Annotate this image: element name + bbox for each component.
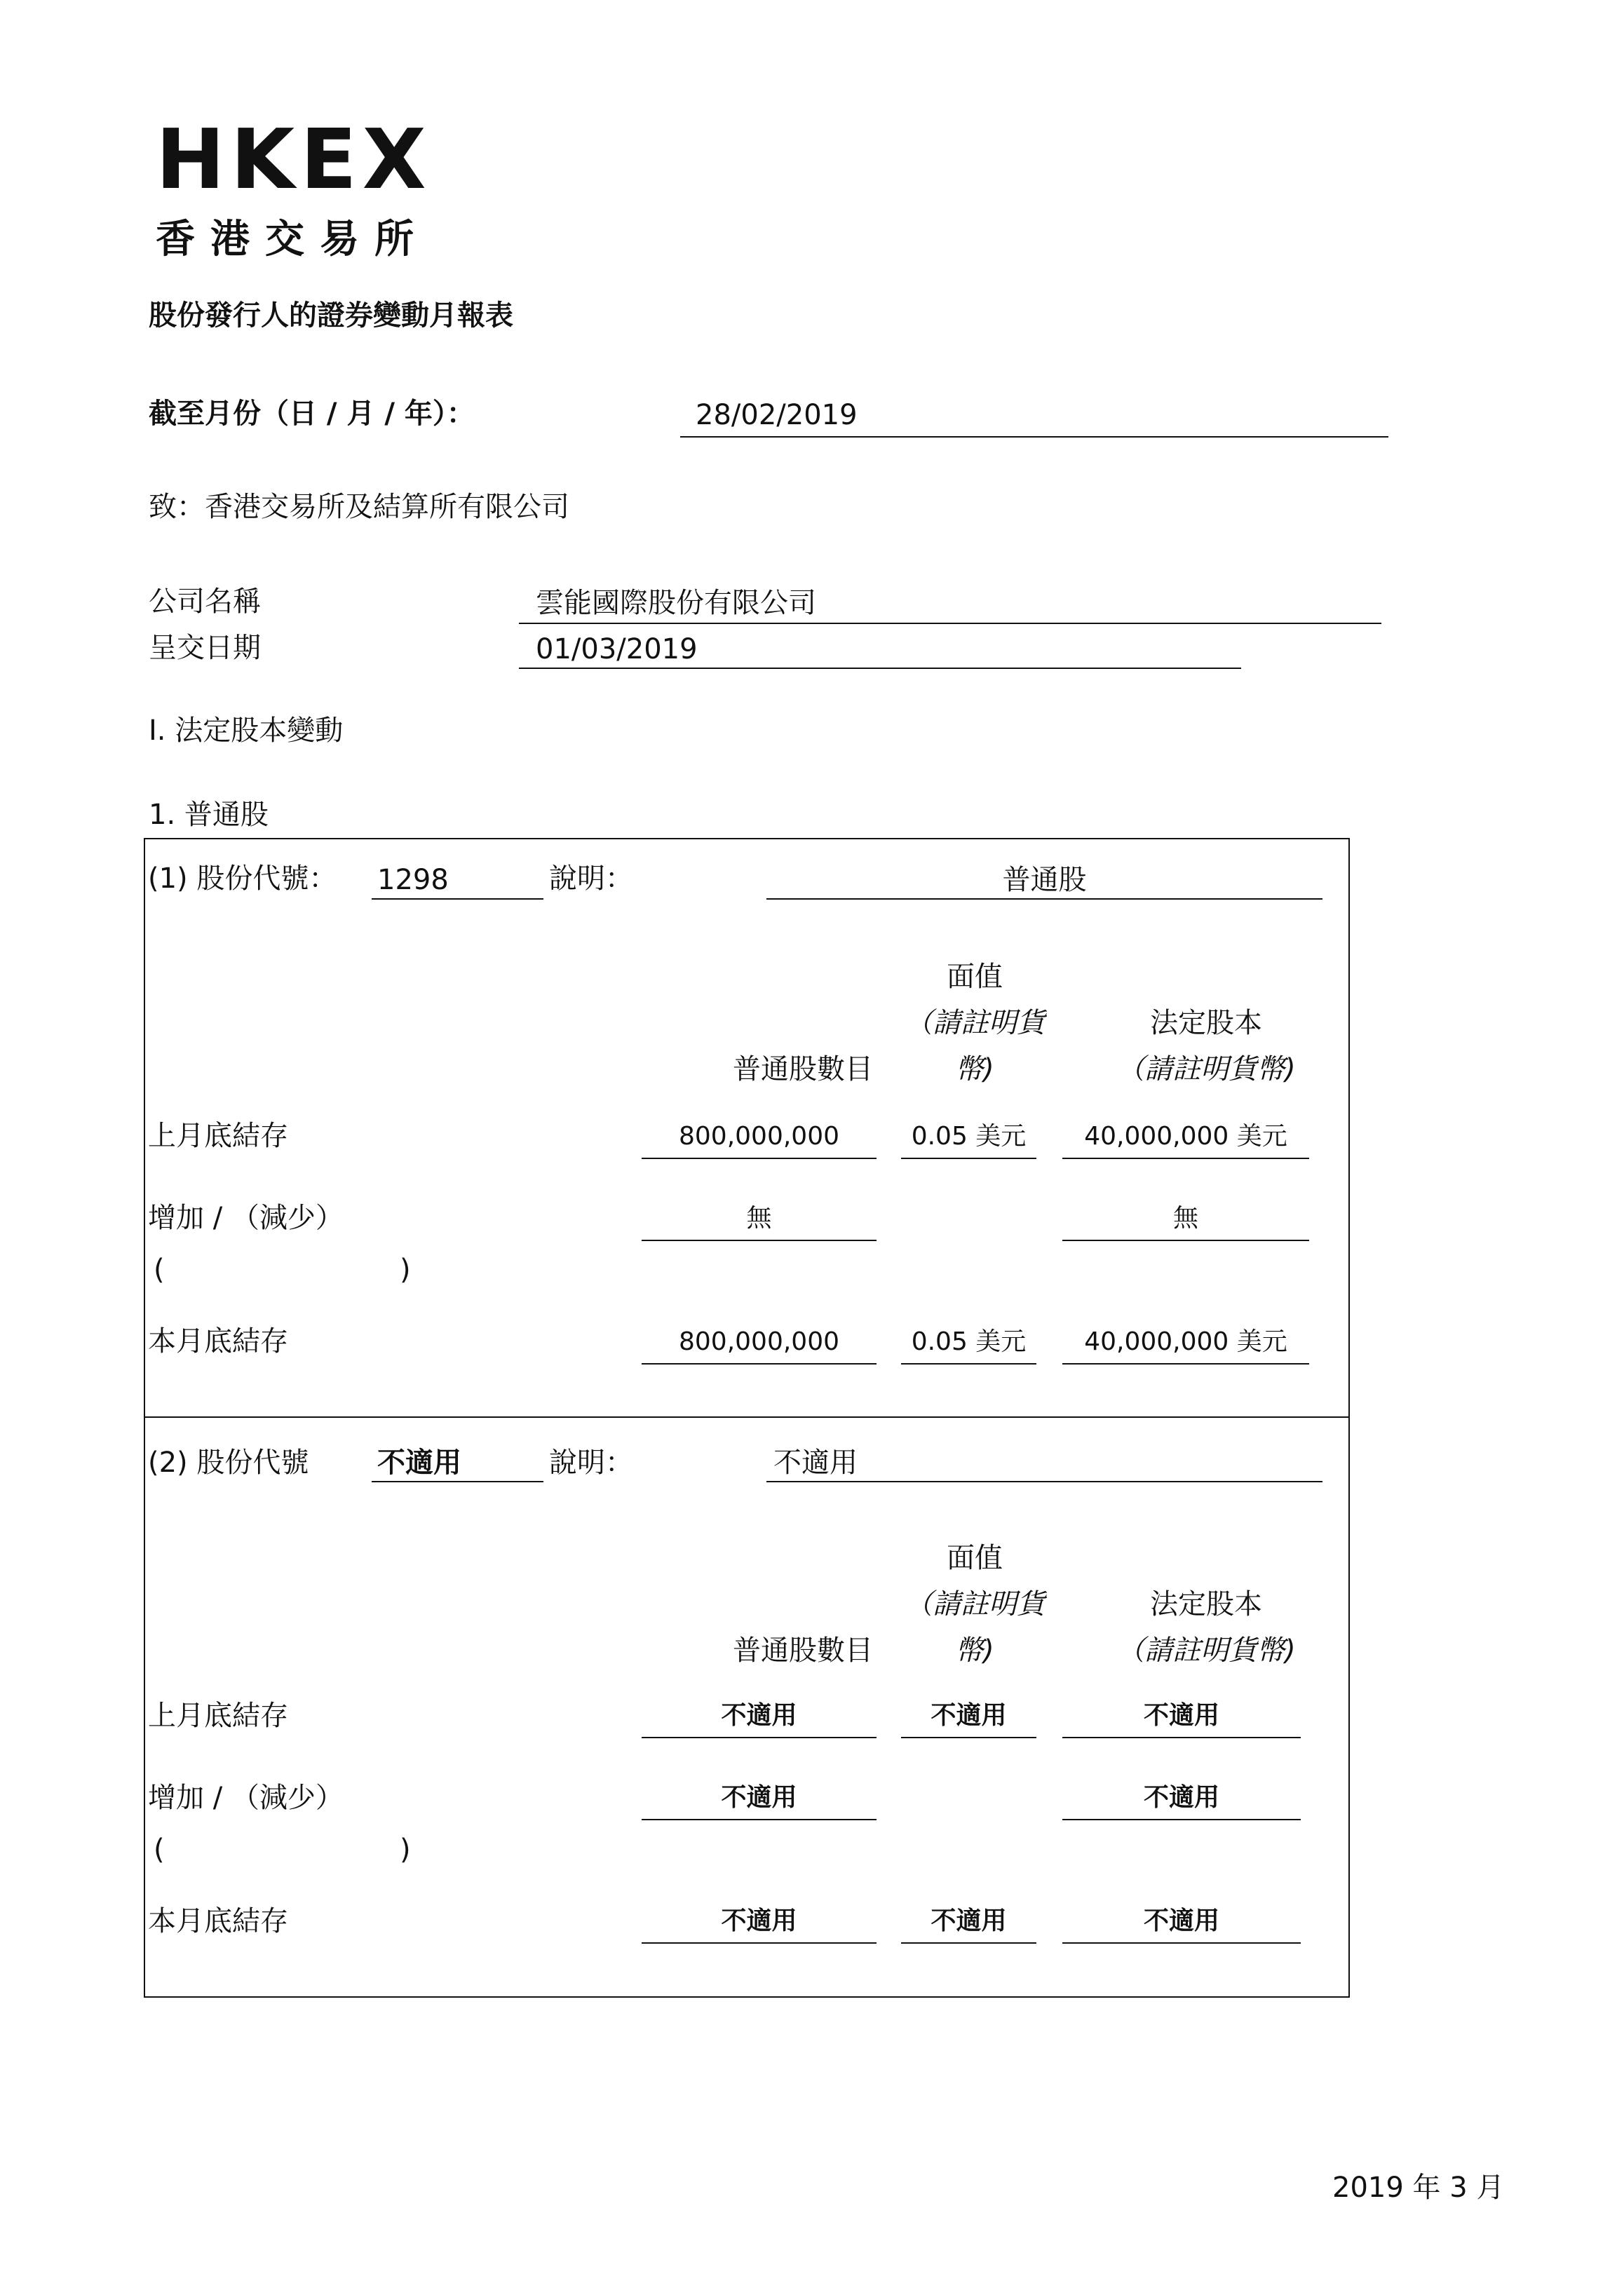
row-label-prev-balance: 上月底結存 xyxy=(148,1700,288,1732)
change-shares: 不適用 xyxy=(642,1785,877,1820)
prev-balance-par: 不適用 xyxy=(901,1703,1036,1738)
recipient: 致：香港交易所及結算所有限公司 xyxy=(149,491,569,523)
prev-balance-shares: 不適用 xyxy=(642,1703,877,1738)
footer-date: 2019 年 3 月 xyxy=(1332,2172,1505,2204)
prev-balance-shares: 800,000,000 xyxy=(642,1124,877,1159)
prev-balance-authorised: 40,000,000 美元 xyxy=(1062,1124,1309,1159)
description-value: 普通股 xyxy=(1002,864,1087,896)
authorised-capital-header: 法定股本 xyxy=(1150,1007,1262,1039)
par-value-header: 面值 xyxy=(947,1542,1003,1574)
par-value-header-note: （請註明貨 xyxy=(905,1588,1045,1620)
authorised-capital-header-note: （請註明貨幣) xyxy=(1116,1634,1296,1667)
company-name-label: 公司名稱 xyxy=(149,585,261,618)
prev-balance-par: 0.05 美元 xyxy=(901,1124,1036,1159)
par-value-header-note: （請註明貨 xyxy=(905,1007,1045,1039)
end-balance-shares: 不適用 xyxy=(642,1909,877,1944)
row-label-end-balance: 本月底結存 xyxy=(148,1325,288,1358)
shares-count-header: 普通股數目 xyxy=(733,1053,873,1085)
change-authorised: 無 xyxy=(1062,1206,1309,1241)
description-label: 說明： xyxy=(549,1447,633,1479)
authorised-capital-header-note: （請註明貨幣) xyxy=(1116,1053,1296,1085)
stock-code-label: (2) 股份代號 xyxy=(148,1447,309,1479)
section-heading: I. 法定股本變動 xyxy=(149,715,344,747)
row-label-paren-open: ( xyxy=(154,1834,165,1866)
submission-date-value: 01/03/2019 xyxy=(536,633,698,665)
period-label: 截至月份（日 / 月 / 年）： xyxy=(149,398,475,430)
par-value-header: 面值 xyxy=(947,961,1003,993)
stock-code-value: 1298 xyxy=(377,864,449,896)
stock-code-label: (1) 股份代號： xyxy=(148,862,337,895)
row-label-increase-decrease: 增加 / （減少） xyxy=(148,1782,344,1814)
par-value-header-note-2: 幣) xyxy=(955,1634,994,1667)
row-label-paren-close: ) xyxy=(400,1834,411,1866)
row-label-increase-decrease: 增加 / （減少） xyxy=(148,1202,344,1234)
end-balance-par: 0.05 美元 xyxy=(901,1329,1036,1365)
stock-code-field xyxy=(372,1440,543,1482)
logo-chinese-name: 香港交易所 xyxy=(156,217,429,262)
end-balance-par: 不適用 xyxy=(901,1909,1036,1944)
row-label-paren-open: ( xyxy=(154,1254,165,1286)
description-field xyxy=(766,1440,1322,1482)
share-block-2 xyxy=(144,1418,1350,1995)
period-value: 28/02/2019 xyxy=(696,399,858,431)
prev-balance-authorised: 不適用 xyxy=(1062,1703,1301,1738)
share-block-1 xyxy=(144,838,1350,1416)
row-label-paren-close: ) xyxy=(400,1254,411,1286)
end-balance-shares: 800,000,000 xyxy=(642,1329,877,1365)
company-name-field xyxy=(519,579,1381,624)
end-balance-authorised: 不適用 xyxy=(1062,1909,1301,1944)
submission-date-label: 呈交日期 xyxy=(149,632,261,664)
authorised-capital-header: 法定股本 xyxy=(1150,1588,1262,1620)
description-value: 不適用 xyxy=(773,1447,858,1479)
change-shares: 無 xyxy=(642,1206,877,1241)
description-label: 說明： xyxy=(549,862,633,895)
stock-code-field xyxy=(372,858,543,900)
hkex-logo xyxy=(156,111,432,262)
form-title: 股份發行人的證券變動月報表 xyxy=(149,299,513,332)
shares-count-header: 普通股數目 xyxy=(733,1634,873,1667)
description-field xyxy=(766,858,1322,900)
company-name-value: 雲能國際股份有限公司 xyxy=(536,587,816,619)
period-field xyxy=(680,393,1388,438)
submission-date-field xyxy=(519,624,1241,669)
logo-wordmark: HKEX xyxy=(156,111,432,208)
row-label-end-balance: 本月底結存 xyxy=(148,1905,288,1937)
subsection-heading: 1. 普通股 xyxy=(149,799,269,831)
change-authorised: 不適用 xyxy=(1062,1785,1301,1820)
row-label-prev-balance: 上月底結存 xyxy=(148,1120,288,1152)
stock-code-value: 不適用 xyxy=(377,1447,461,1479)
par-value-header-note-2: 幣) xyxy=(955,1053,994,1085)
end-balance-authorised: 40,000,000 美元 xyxy=(1062,1329,1309,1365)
